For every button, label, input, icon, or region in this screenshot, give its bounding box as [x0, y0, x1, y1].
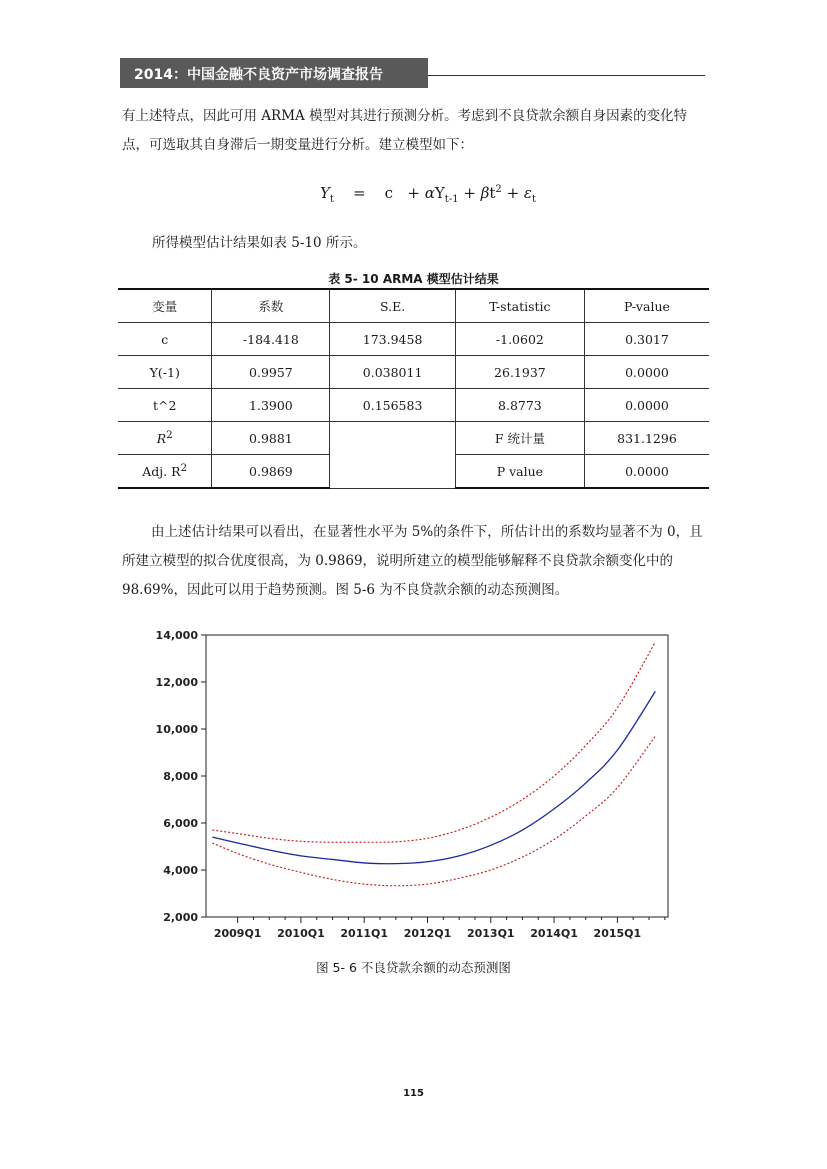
y-tick-label: 10,000: [155, 723, 198, 736]
table-cell: 0.0000: [584, 389, 709, 422]
formula-plus-1: +: [407, 184, 420, 202]
figure-caption: 图 5- 6 不良贷款余额的动态预测图: [316, 960, 511, 975]
p-value-label: P value: [455, 455, 584, 489]
formula-beta: β: [480, 184, 490, 202]
header-title: 2014：中国金融不良资产市场调查报告: [134, 67, 383, 83]
forecast-chart-svg: [148, 625, 678, 950]
f-stat-value: 831.1296: [584, 422, 709, 455]
series-line-upper: [212, 642, 655, 842]
table-cell: 1.3900: [212, 389, 330, 422]
formula-eq: =: [353, 184, 366, 202]
table-cell: Y(-1): [118, 356, 212, 389]
formula-y-lag: Y: [434, 184, 445, 202]
table-header-cell: S.E.: [330, 289, 456, 323]
formula-y-sub: t: [329, 194, 334, 205]
table-row: [118, 323, 709, 356]
formula-y-lag-sub: t-1: [444, 194, 459, 205]
table-header-cell: T-statistic: [455, 289, 584, 323]
table-header-cell: 变量: [118, 289, 212, 323]
plot-frame: [206, 635, 668, 917]
y-tick-label: 4,000: [163, 864, 198, 877]
table-cell: 8.8773: [455, 389, 584, 422]
page-number: 115: [403, 1088, 424, 1099]
forecast-chart: [148, 625, 678, 950]
y-tick-label: 12,000: [155, 676, 198, 689]
paragraph-1: 有上述特点，因此可用 ARMA 模型对其进行预测分析。考虑到不良贷款余额自身因素的变化特点，可选取其自身滞后一期变量进行分析。建立模型如下：: [122, 108, 688, 153]
table-cell: 0.038011: [330, 356, 456, 389]
adj-r2-label-cell: [118, 455, 212, 489]
x-tick-label: 2011Q1: [340, 927, 389, 940]
table-header-cell: 系数: [212, 289, 330, 323]
table-cell: 0.156583: [330, 389, 456, 422]
header-rule: [428, 75, 705, 76]
formula-t-sup: 2: [495, 184, 502, 195]
formula-plus-3: +: [506, 184, 520, 202]
y-tick-label: 14,000: [155, 629, 198, 642]
table-cell: -184.418: [212, 323, 330, 356]
table-header-cell: P-value: [584, 289, 709, 323]
formula-t: t: [489, 184, 496, 202]
r2-label-cell: [118, 422, 212, 455]
formula-alpha: α: [424, 184, 435, 202]
series-line-lower: [212, 736, 655, 886]
x-tick-label: 2013Q1: [466, 927, 515, 940]
formula-c: c: [384, 184, 394, 202]
r2-sup: 2: [166, 429, 173, 442]
formula-epsilon-sub: t: [531, 194, 537, 205]
table-header-row: [118, 289, 709, 323]
x-tick-label: 2009Q1: [213, 927, 262, 940]
table-cell: 0.3017: [584, 323, 709, 356]
table-row: [118, 356, 709, 389]
y-tick-label: 6,000: [163, 817, 198, 830]
x-tick-label: 2012Q1: [403, 927, 452, 940]
x-tick-label: 2010Q1: [277, 927, 325, 940]
y-tick-label: 2,000: [163, 911, 198, 924]
p-value-value: 0.0000: [584, 455, 709, 489]
series-line-forecast: [212, 691, 655, 863]
merged-empty-cell: [330, 422, 456, 489]
adj-r2-value: 0.9869: [212, 455, 330, 489]
r2-value: 0.9881: [212, 422, 330, 455]
formula-plus-2: +: [463, 184, 476, 202]
f-stat-label: F 统计量: [455, 422, 584, 455]
table-cell: -1.0602: [455, 323, 584, 356]
adj-r2-sup: 2: [180, 462, 188, 475]
x-tick-label: 2014Q1: [530, 927, 578, 940]
table-caption: 表 5- 10 ARMA 模型估计结果: [328, 272, 499, 286]
y-tick-label: 8,000: [163, 770, 198, 783]
table-cell: t^2: [118, 389, 212, 422]
x-axis: [214, 917, 665, 940]
adj-r2-label: Adj. R: [142, 464, 181, 480]
formula-epsilon: ε: [523, 184, 532, 202]
table-row: [118, 389, 709, 422]
table-cell: 0.9957: [212, 356, 330, 389]
model-formula: [320, 184, 536, 205]
paragraph-2: 由上述估计结果可以看出，在显著性水平为 5%的条件下，所估计出的系数均显著不为 0，且所建立模型的拟合优度很高，为 0.9869，说明所建立的模型能够解释不良贷款余额变化中的 98.69%，因此可以用于趋势预测。图 5-6 为不良贷款余额的动态预测图。: [122, 524, 703, 598]
results-table: [118, 288, 709, 489]
y-axis: [156, 629, 206, 924]
table-cell: 0.0000: [584, 356, 709, 389]
table-cell: 26.1937: [455, 356, 584, 389]
r2-label: R: [156, 431, 167, 447]
table-row-r2: [118, 422, 709, 455]
series-group: [212, 642, 655, 886]
table-cell: c: [118, 323, 212, 356]
x-tick-label: 2015Q1: [593, 927, 642, 940]
formula-y: Y: [320, 184, 330, 202]
table-intro: 所得模型估计结果如表 5-10 所示。: [152, 235, 367, 251]
table-cell: 173.9458: [330, 323, 456, 356]
